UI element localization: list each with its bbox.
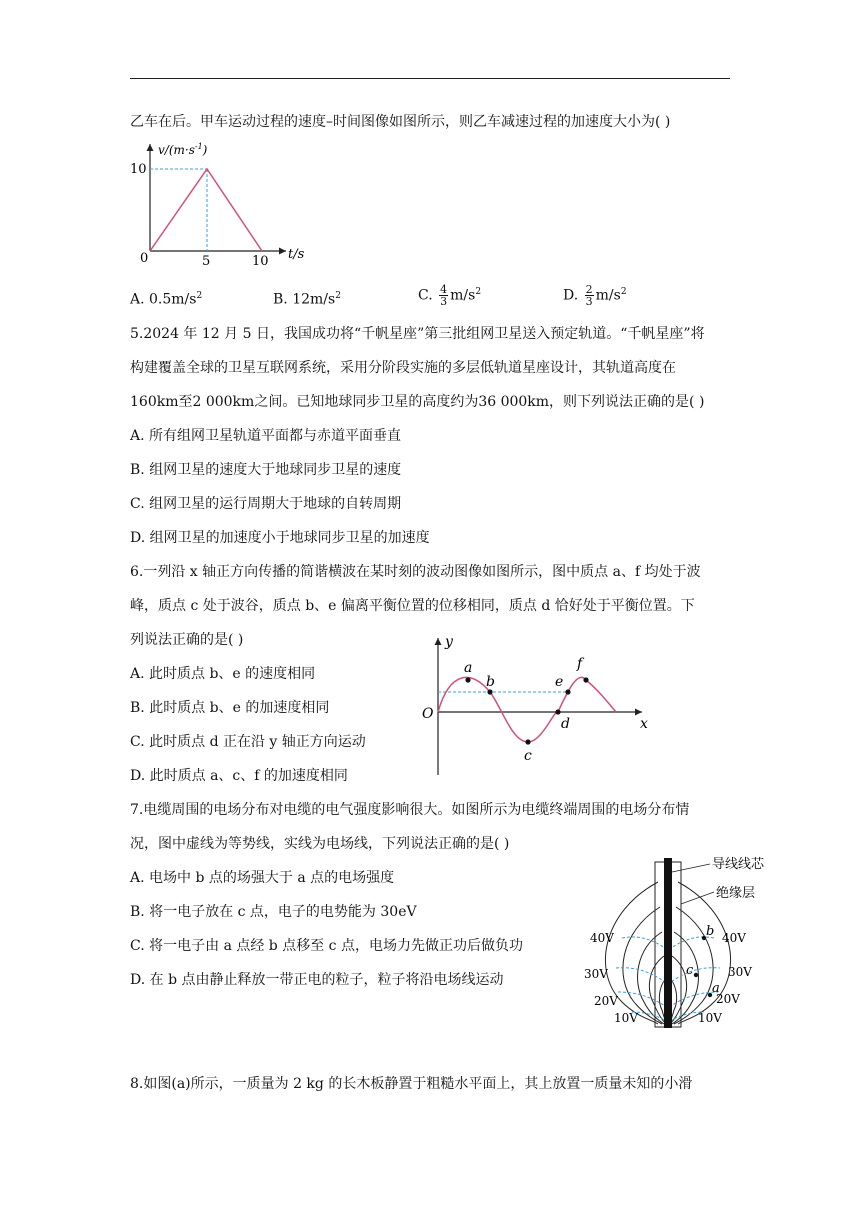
q7-option-d[interactable]: D. 在 b 点由静止释放一带正电的粒子，粒子将沿电场线运动 bbox=[130, 972, 504, 988]
core-conductor bbox=[664, 858, 672, 1028]
cable-label-b: b bbox=[706, 924, 715, 939]
point-c bbox=[525, 739, 530, 744]
fraction-2-3: $\frac{2}{3}$ bbox=[585, 283, 593, 309]
q4-option-c[interactable]: C. $\frac{4}{3}$ $m/s^2$ bbox=[418, 283, 482, 309]
q6-option-d[interactable]: D. 此时质点 a、c、f 的加速度相同 bbox=[130, 768, 348, 784]
q5-option-b[interactable]: B. 组网卫星的速度大于地球同步卫星的速度 bbox=[130, 462, 402, 478]
q6-option-b[interactable]: B. 此时质点 b、e 的加速度相同 bbox=[130, 700, 330, 716]
label-a: a bbox=[464, 660, 473, 676]
label-20v-left: 20V bbox=[594, 994, 618, 1008]
q5-stem-line-3: 160km至2 000km之间。已知地球同步卫星的高度约为36 000km，则下列说法正确的是( ) bbox=[130, 394, 705, 410]
q5-stem-line-1: 5.2024 年 12 月 5 日，我国成功将“千帆星座”第三批组网卫星送入预定轨道。“千帆星座”将 bbox=[130, 326, 705, 342]
q5-stem-line-2: 构建覆盖全球的卫星互联网系统，采用分阶段实施的多层低轨道星座设计，其轨道高度在 bbox=[130, 360, 676, 376]
core-label: 导线线芯 bbox=[712, 857, 765, 872]
vt-y-tick: 10 bbox=[130, 162, 147, 177]
q6-option-c[interactable]: C. 此时质点 d 正在沿 y 轴正方向运动 bbox=[130, 734, 366, 750]
label-30v-right: 30V bbox=[728, 965, 752, 979]
q4-stem: 乙车在后。甲车运动过程的速度–时间图像如图所示，则乙车减速过程的加速度大小为( ) bbox=[130, 114, 671, 130]
q5-option-d[interactable]: D. 组网卫星的加速度小于地球同步卫星的加速度 bbox=[130, 530, 430, 546]
point-e bbox=[565, 689, 570, 694]
q4-option-b[interactable]: B. $12m/s^2$ bbox=[273, 291, 341, 308]
label-10v-left: 10V bbox=[614, 1011, 638, 1025]
q5-option-a[interactable]: A. 所有组网卫星轨道平面都与赤道平面垂直 bbox=[130, 428, 402, 444]
q7-stem-line-1: 7.电缆周围的电场分布对电缆的电气强度影响很大。如图所示为电缆终端周围的电场分布情 bbox=[130, 802, 690, 818]
q6-option-a[interactable]: A. 此时质点 b、e 的速度相同 bbox=[130, 666, 316, 682]
cable-point-c bbox=[694, 973, 698, 977]
q4-option-a[interactable]: A. $0.5m/s^2$ bbox=[130, 291, 203, 308]
wave-origin: O bbox=[422, 706, 434, 722]
vt-ylabel: $v/(m\cdot s^{-1})$ bbox=[158, 142, 208, 157]
cable-label-c: c bbox=[686, 963, 694, 978]
vt-x-tick-5: 5 bbox=[202, 254, 211, 269]
q6-stem-line-3: 列说法正确的是( ) bbox=[130, 632, 244, 648]
cable-label-a: a bbox=[712, 981, 720, 996]
label-b: b bbox=[486, 674, 495, 690]
point-a bbox=[465, 677, 470, 682]
cable-field-figure bbox=[582, 852, 772, 1032]
q5-option-c[interactable]: C. 组网卫星的运行周期大于地球的自转周期 bbox=[130, 496, 402, 512]
fraction-4-3: $\frac{4}{3}$ bbox=[440, 283, 448, 309]
wave-y-label: y bbox=[445, 634, 453, 650]
vt-curve bbox=[150, 169, 262, 251]
label-10v-right: 10V bbox=[698, 1011, 722, 1025]
label-40v-left: 40V bbox=[590, 931, 614, 945]
q8-stem-line-1: 8.如图(a)所示，一质量为 2 kg 的长木板静置于粗糙水平面上，其上放置一质量未知的小滑 bbox=[130, 1076, 693, 1092]
wave-x-label: x bbox=[640, 716, 648, 732]
q4-option-d[interactable]: D. $\frac{2}{3}$ $m/s^2$ bbox=[563, 283, 627, 309]
q6-stem-line-2: 峰，质点 c 处于波谷，质点 b、e 偏离平衡位置的位移相同，质点 d 恰好处于平衡位置。下 bbox=[130, 598, 695, 614]
q7-option-b[interactable]: B. 将一电子放在 c 点，电子的电势能为 30eV bbox=[130, 904, 417, 920]
wave-graph bbox=[420, 630, 660, 780]
label-40v-right: 40V bbox=[722, 931, 746, 945]
label-f: f bbox=[577, 656, 583, 672]
vt-graph bbox=[130, 138, 316, 270]
q7-option-c[interactable]: C. 将一电子由 a 点经 b 点移至 c 点，电场力先做正功后做负功 bbox=[130, 938, 523, 954]
label-e: e bbox=[555, 674, 564, 690]
point-d bbox=[555, 709, 560, 714]
label-d: d bbox=[561, 716, 570, 732]
vt-xlabel: t/s bbox=[288, 247, 305, 262]
q7-option-a[interactable]: A. 电场中 b 点的场强大于 a 点的电场强度 bbox=[130, 870, 395, 886]
insulation-label: 绝缘层 bbox=[716, 886, 756, 901]
label-20v-right: 20V bbox=[716, 992, 740, 1006]
point-b bbox=[487, 689, 492, 694]
vt-origin: 0 bbox=[140, 251, 149, 266]
q6-stem-line-1: 6.一列沿 x 轴正方向传播的简谐横波在某时刻的波动图像如图所示，图中质点 a、f 均处于波 bbox=[130, 564, 701, 580]
header-rule bbox=[130, 78, 730, 79]
wave-curve bbox=[438, 677, 616, 742]
vt-x-tick-10: 10 bbox=[252, 254, 269, 269]
point-f bbox=[583, 677, 588, 682]
label-30v-left: 30V bbox=[584, 967, 608, 981]
label-c: c bbox=[524, 748, 532, 764]
q7-stem-line-2: 况，图中虚线为等势线，实线为电场线，下列说法正确的是( ) bbox=[130, 836, 510, 852]
